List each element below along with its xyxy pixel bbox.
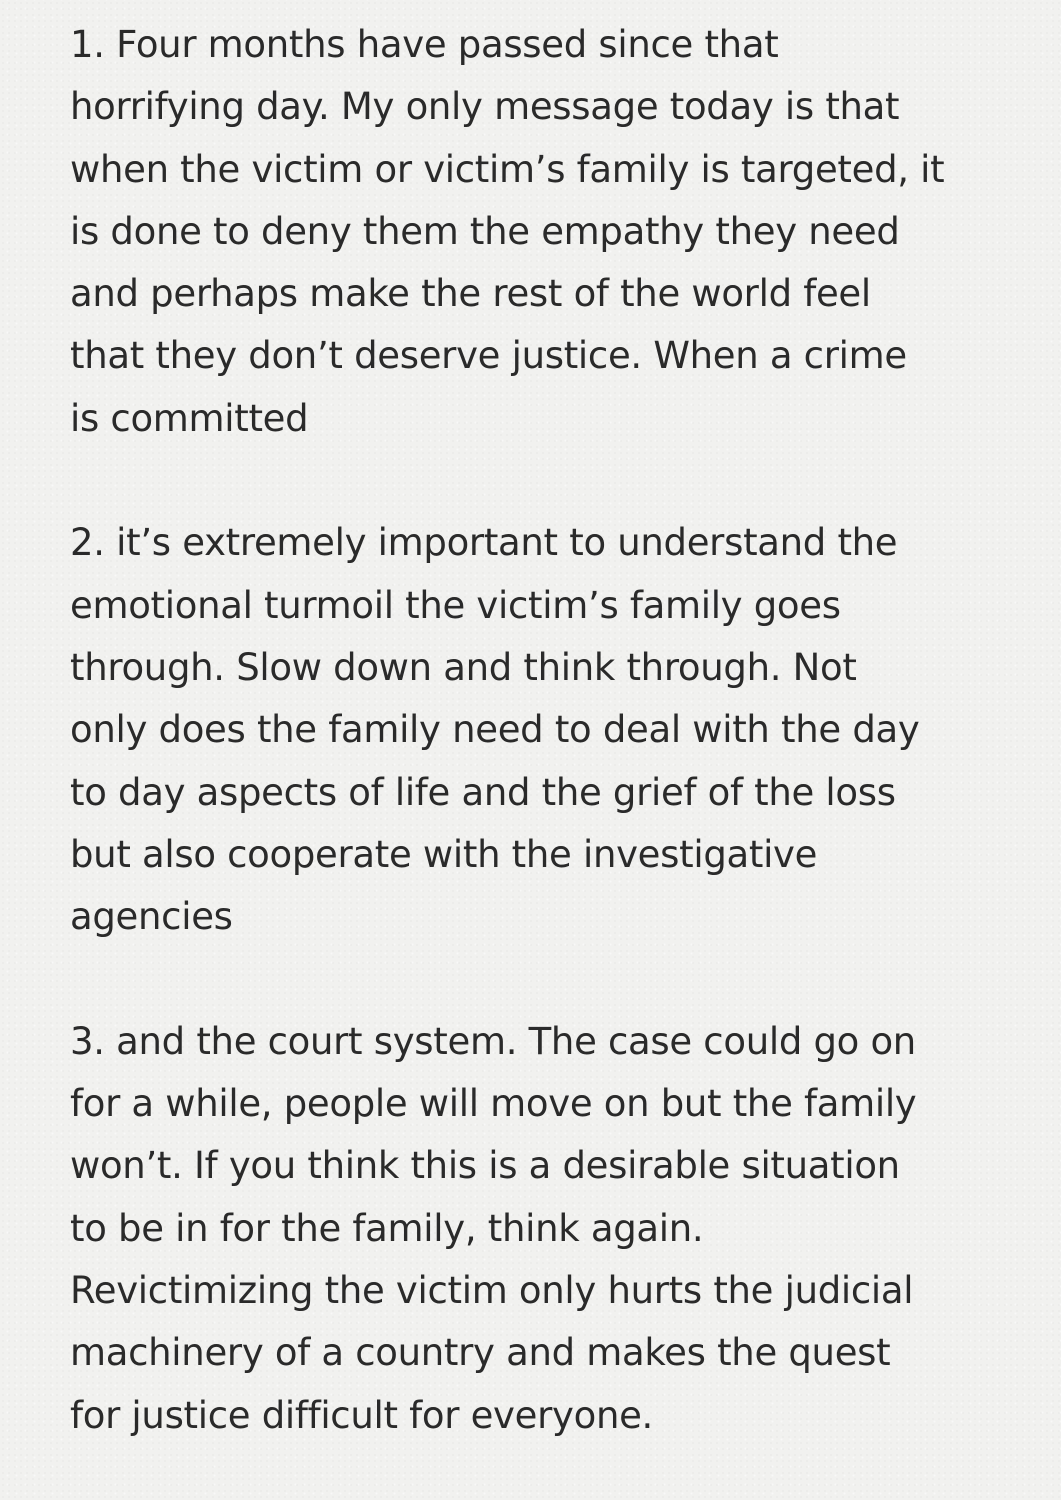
text-line: 3. and the court system. The case could go on bbox=[70, 1019, 916, 1063]
paragraph-1 bbox=[70, 14, 1005, 450]
text-line: but also cooperate with the investigative bbox=[70, 832, 818, 876]
text-line: through. Slow down and think through. Not bbox=[70, 645, 857, 689]
text-line: won’t. If you think this is a desirable situation bbox=[70, 1144, 900, 1188]
text-line: to day aspects of life and the grief of the loss bbox=[70, 770, 896, 814]
text-line: 1. Four months have passed since that bbox=[70, 23, 779, 66]
text-line: for justice difficult for everyone. bbox=[70, 1393, 654, 1437]
text-line: 2. it’s extremely important to understand the bbox=[70, 521, 898, 565]
note-body bbox=[70, 14, 1005, 1447]
text-line: agencies bbox=[70, 895, 233, 939]
text-line: for a while, people will move on but the family bbox=[70, 1082, 917, 1126]
text-line: machinery of a country and makes the quest bbox=[70, 1331, 891, 1375]
text-line: is committed bbox=[70, 396, 309, 440]
text-line: emotional turmoil the victim’s family goes bbox=[70, 583, 841, 627]
text-line: horrifying day. My only message today is that bbox=[70, 85, 900, 129]
text-line: that they don’t deserve justice. When a crime bbox=[70, 334, 907, 378]
paragraph-2 bbox=[70, 512, 1005, 948]
text-line: and perhaps make the rest of the world feel bbox=[70, 272, 871, 316]
text-line: to be in for the family, think again. bbox=[70, 1206, 704, 1250]
text-line: is done to deny them the empathy they need bbox=[70, 209, 900, 253]
text-line: when the victim or victim’s family is targeted, it bbox=[70, 147, 945, 191]
text-line: Revictimizing the victim only hurts the judicial bbox=[70, 1268, 914, 1312]
paragraph-3 bbox=[70, 1011, 1005, 1447]
text-line: only does the family need to deal with the day bbox=[70, 708, 920, 752]
